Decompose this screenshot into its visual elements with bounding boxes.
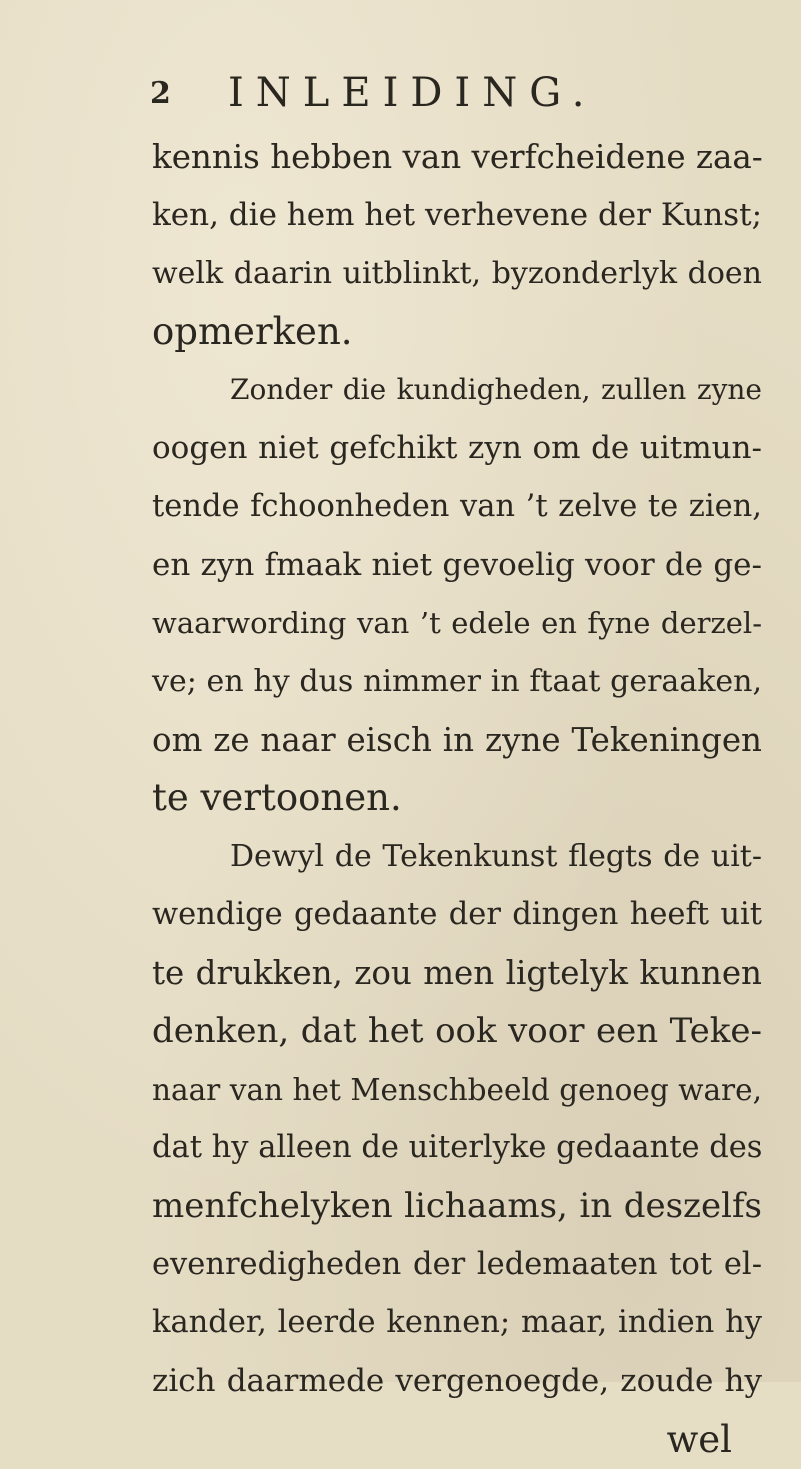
text-line: kennis hebben van verfcheidene zaa- xyxy=(152,138,763,176)
text-line: dat hy alleen de uiterlyke gedaante des xyxy=(152,1130,763,1166)
text-line: welk daarin uitblinkt, byzonderlyk doen xyxy=(152,255,762,291)
text-line: naar van het Menschbeeld genoeg ware, xyxy=(152,1072,762,1107)
text-line: opmerken. xyxy=(152,309,353,353)
text-line: Dewyl de Tekenkunst flegts de uit- xyxy=(230,838,762,874)
text-line: evenredigheden der ledemaaten tot el- xyxy=(152,1246,762,1282)
text-line: menfchelyken lichaams, in deszelfs xyxy=(152,1186,762,1227)
text-line: waarwording van ’t edele en fyne derzel- xyxy=(152,606,762,641)
text-line: zich daarmede vergenoegde, zoude hy xyxy=(152,1363,762,1400)
text-line: om ze naar eisch in zyne Tekeningen xyxy=(152,720,762,759)
page-header xyxy=(150,70,670,126)
text-line: te vertoonen. xyxy=(152,776,402,820)
catchword: wel xyxy=(666,1417,732,1461)
running-title: INLEIDING. xyxy=(228,70,597,116)
text-line: kander, leerde kennen; maar, indien hy xyxy=(152,1304,762,1340)
text-line: Zonder die kundigheden, zullen zyne xyxy=(230,373,762,407)
text-line: oogen niet gefchikt zyn om de uitmun- xyxy=(152,430,762,467)
body-text xyxy=(152,128,762,1469)
text-line: tende fchoonheden van ’t zelve te zien, xyxy=(152,488,762,524)
text-line: te drukken, zou men ligtelyk kunnen xyxy=(152,954,762,993)
text-line: wendige gedaante der dingen heeft uit xyxy=(152,896,762,932)
text-line: ken, die hem het verhevene der Kunst; xyxy=(152,197,763,234)
text-line: en zyn fmaak niet gevoelig voor de ge- xyxy=(152,547,762,584)
text-line: denken, dat het ook voor een Teke- xyxy=(152,1011,762,1052)
page-number: 2 xyxy=(150,76,171,111)
text-line: ve; en hy dus nimmer in ftaat geraaken, xyxy=(152,663,762,699)
